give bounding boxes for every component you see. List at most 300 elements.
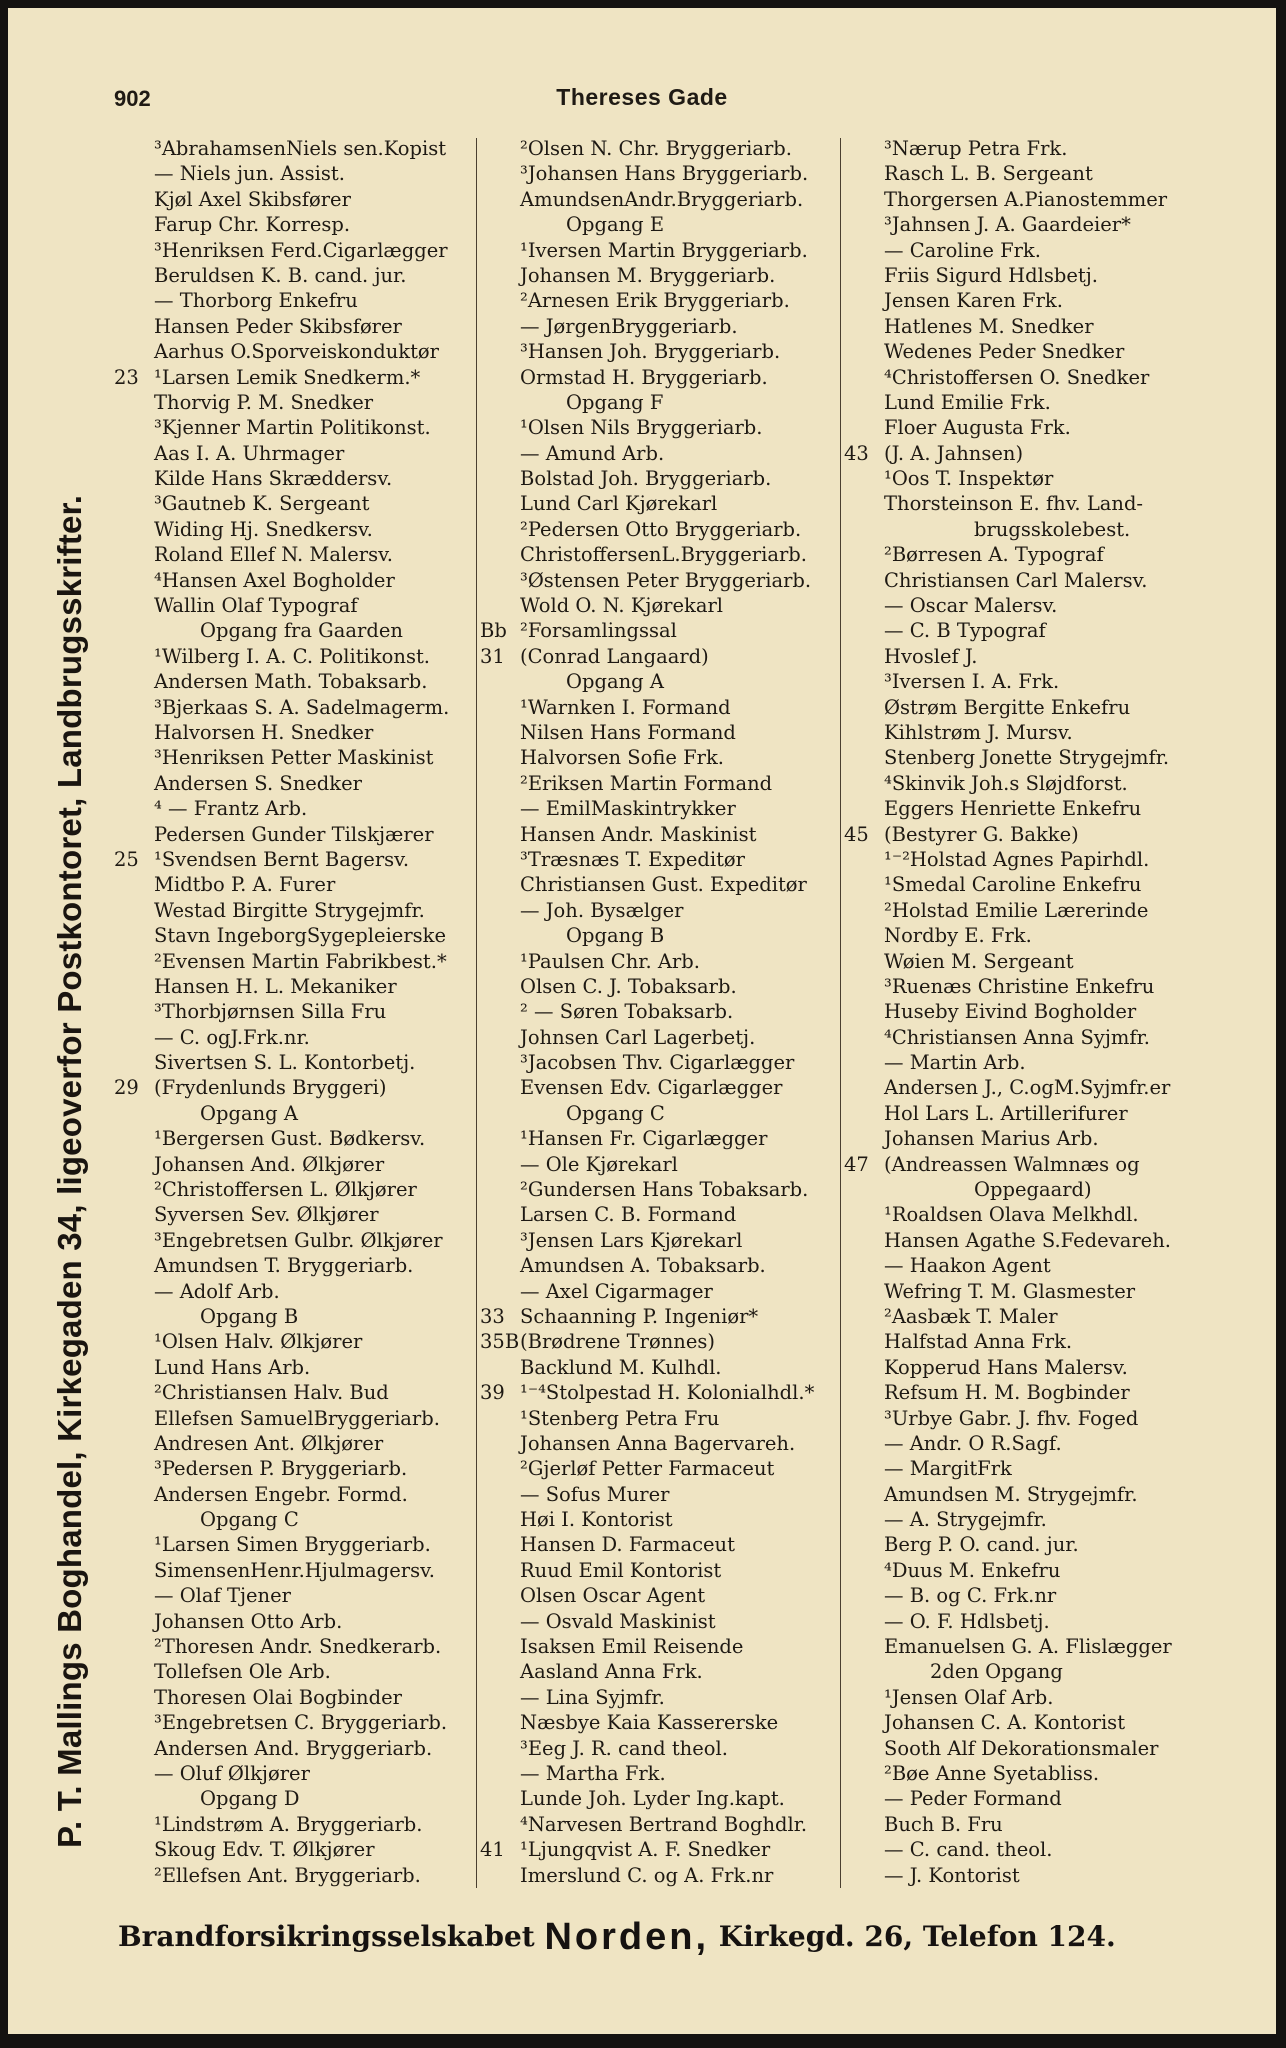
directory-entry (844, 1050, 1202, 1075)
directory-entry (844, 1380, 1202, 1405)
directory-entry (844, 771, 1202, 796)
entry-text: ³Hansen Joh. Bryggeriarb. (520, 340, 781, 364)
directory-entry (114, 491, 474, 516)
entry-text: Opgang B (566, 924, 665, 948)
entry-text: Wold O. N. Kjørekarl (520, 594, 724, 618)
entry-text: — J. Kontorist (884, 1863, 1020, 1887)
entry-text: ⁴Christiansen Anna Syjmfr. (884, 1025, 1150, 1049)
directory-entry (480, 872, 838, 897)
directory-entry (480, 1177, 838, 1202)
entry-text: (Frydenlunds Bryggeri) (154, 1076, 387, 1100)
directory-entry (480, 822, 838, 847)
entry-text: ¹Stenberg Petra Fru (520, 1406, 720, 1430)
house-number: 31 (480, 644, 505, 668)
directory-entry (844, 390, 1202, 415)
house-number: 47 (844, 1152, 869, 1176)
directory-entry (844, 1431, 1202, 1456)
entry-text: ¹Wilberg I. A. C. Politikonst. (154, 644, 430, 668)
directory-entry (114, 1456, 474, 1481)
directory-entry (114, 1532, 474, 1557)
directory-entry (844, 441, 1202, 466)
directory-entry (844, 1202, 1202, 1227)
entrance-heading (480, 669, 838, 694)
entry-text: (Andreassen Walmnæs og (884, 1152, 1140, 1176)
house-number: 23 (114, 365, 139, 389)
directory-entry (844, 1228, 1202, 1253)
entry-text: — C. cand. theol. (884, 1838, 1053, 1862)
directory-entry (480, 365, 838, 390)
directory-entry (114, 771, 474, 796)
entry-text: ³Kjenner Martin Politikonst. (154, 416, 431, 440)
directory-column-1 (114, 136, 474, 1892)
directory-entry (114, 644, 474, 669)
entry-text: Hansen Agathe S.Fedevareh. (884, 1228, 1171, 1252)
directory-entry (114, 1253, 474, 1278)
directory-entry (844, 288, 1202, 313)
entry-text: Østrøm Bergitte Enkefru (884, 695, 1131, 719)
directory-entry (844, 822, 1202, 847)
directory-entry (114, 1380, 474, 1405)
entry-text: Refsum H. M. Bogbinder (884, 1381, 1130, 1405)
entry-text: Thorgersen A.Pianostemmer (884, 187, 1168, 211)
entry-text: Johansen Marius Arb. (884, 1127, 1099, 1151)
directory-entry (844, 695, 1202, 720)
entry-text: Andersen Math. Tobaksarb. (154, 670, 428, 694)
entry-text: Pedersen Gunder Tilskjærer (154, 822, 434, 846)
directory-entry (480, 1786, 838, 1811)
directory-entry (480, 695, 838, 720)
entry-text: Sivertsen S. L. Kontorbetj. (154, 1051, 416, 1075)
entry-text: Olsen C. J. Tobaksarb. (520, 974, 737, 998)
directory-entry (844, 1177, 1202, 1202)
directory-entry (114, 365, 474, 390)
directory-entry (480, 1406, 838, 1431)
entry-text: ³Johansen Hans Bryggeriarb. (520, 162, 809, 186)
directory-entry (480, 161, 838, 186)
entry-text: ²Gundersen Hans Tobaksarb. (520, 1178, 809, 1202)
directory-page (8, 8, 1276, 2034)
entry-text: ⁴Hansen Axel Bogholder (154, 568, 395, 592)
entry-text: Bolstad Joh. Bryggeriarb. (520, 467, 772, 491)
entry-text: Nilsen Hans Formand (520, 720, 736, 744)
entry-text: ²Christoffersen L. Ølkjører (154, 1178, 417, 1202)
entry-text: Andersen S. Snedker (154, 771, 362, 795)
directory-entry (480, 847, 838, 872)
entry-text: Floer Augusta Frk. (884, 416, 1071, 440)
directory-entry (480, 1279, 838, 1304)
entry-text: Nordby E. Frk. (884, 924, 1032, 948)
entry-text: Opgang E (566, 213, 665, 237)
directory-entry (844, 1710, 1202, 1735)
entry-text: Wedenes Peder Snedker (884, 340, 1125, 364)
footer-address: Kirkegd. 26, Telefon 124. (718, 1920, 1116, 1953)
house-number: 33 (480, 1304, 505, 1328)
entry-text: — O. F. Hdlsbetj. (884, 1609, 1050, 1633)
entry-text: Stenberg Jonette Strygejmfr. (884, 746, 1170, 770)
directory-entry (114, 1075, 474, 1100)
directory-entry (480, 1025, 838, 1050)
entry-text: ³Engebretsen C. Bryggeriarb. (154, 1711, 448, 1735)
entry-text: ³Henriksen Ferd.Cigarlægger (154, 238, 448, 262)
entry-text: Olsen Oscar Agent (520, 1584, 706, 1608)
entrance-heading (844, 1659, 1202, 1684)
directory-entry (114, 1558, 474, 1583)
entry-text: Opgang C (200, 1508, 299, 1532)
directory-entry (844, 847, 1202, 872)
directory-entry (844, 1456, 1202, 1481)
directory-entry (844, 1583, 1202, 1608)
directory-entry (480, 1507, 838, 1532)
entry-text: Rasch L. B. Sergeant (884, 162, 1093, 186)
entry-text: ³Jensen Lars Kjørekarl (520, 1228, 743, 1252)
directory-entry (114, 796, 474, 821)
directory-entry (114, 1355, 474, 1380)
entry-text: Opgang D (200, 1787, 300, 1811)
entry-text: ²Pedersen Otto Bryggeriarb. (520, 517, 802, 541)
directory-entry (114, 1025, 474, 1050)
directory-column-3 (844, 136, 1202, 1892)
entry-text: Stavn IngeborgSygepleierske (154, 924, 447, 948)
entry-text: ³Jacobsen Thv. Cigarlægger (520, 1051, 795, 1075)
entry-text: ³Jahnsen J. A. Gaardeier* (884, 213, 1131, 237)
house-number: 39 (480, 1381, 505, 1405)
entry-text: Johnsen Carl Lagerbetj. (520, 1025, 756, 1049)
directory-entry (114, 136, 474, 161)
entry-text: Amundsen M. Strygejmfr. (884, 1482, 1138, 1506)
entry-text: Emanuelsen G. A. Flislægger (884, 1635, 1172, 1659)
entry-text: ¹Roaldsen Olava Melkhdl. (884, 1203, 1139, 1227)
entry-text: Isaksen Emil Reisende (520, 1635, 744, 1659)
entry-text: Johansen M. Bryggeriarb. (520, 263, 776, 287)
directory-entry (480, 339, 838, 364)
entry-text: — Lina Syjmfr. (520, 1685, 665, 1709)
entry-text: Hansen D. Farmaceut (520, 1533, 735, 1557)
house-number: 35B (480, 1330, 520, 1354)
entry-text: Kjøl Axel Skibsfører (154, 187, 351, 211)
directory-entry (844, 161, 1202, 186)
directory-entry (114, 187, 474, 212)
entry-text: ²Gjerløf Petter Farmaceut (520, 1457, 775, 1481)
entry-text: Thorvig P. M. Snedker (154, 390, 374, 414)
directory-entry (844, 1152, 1202, 1177)
directory-entry (480, 1253, 838, 1278)
directory-entry (114, 1634, 474, 1659)
entry-text: Halvorsen H. Snedker (154, 720, 374, 744)
directory-entry (114, 1609, 474, 1634)
entrance-heading (480, 923, 838, 948)
directory-entry (844, 1786, 1202, 1811)
footer-brand: Norden, (544, 1916, 710, 1958)
entry-text: Halfstad Anna Frk. (884, 1330, 1073, 1354)
directory-entry (480, 949, 838, 974)
entry-text: ⁴Duus M. Enkefru (884, 1558, 1061, 1582)
entry-text: Hol Lars L. Artillerifurer (884, 1101, 1128, 1125)
entry-text: Christiansen Carl Malersv. (884, 568, 1148, 592)
directory-entry (114, 1583, 474, 1608)
directory-entry (114, 593, 474, 618)
entry-text: ¹Warnken I. Formand (520, 695, 731, 719)
entry-text: — Olaf Tjener (154, 1584, 291, 1608)
directory-entry (480, 415, 838, 440)
entry-text: Farup Chr. Korresp. (154, 213, 351, 237)
directory-entry (480, 720, 838, 745)
entry-text: ³Urbye Gabr. J. fhv. Foged (884, 1406, 1139, 1430)
directory-entry (480, 644, 838, 669)
entry-text: Imerslund C. og A. Frk.nr (520, 1863, 774, 1887)
entry-text: Andersen J., C.ogM.Syjmfr.er (884, 1076, 1171, 1100)
entry-text: Kopperud Hans Malersv. (884, 1355, 1128, 1379)
directory-entry (844, 1329, 1202, 1354)
entrance-heading (114, 618, 474, 643)
directory-entry (480, 1075, 838, 1100)
directory-entry (114, 161, 474, 186)
directory-entry (114, 923, 474, 948)
entry-text: Thoresen Olai Bogbinder (154, 1685, 402, 1709)
entry-text: (Brødrene Trønnes) (520, 1330, 715, 1354)
directory-entry (114, 441, 474, 466)
entry-text: Midtbo P. A. Furer (154, 873, 336, 897)
directory-entry (480, 1380, 838, 1405)
entry-text: ³Pedersen P. Bryggeriarb. (154, 1457, 408, 1481)
directory-entry (480, 1685, 838, 1710)
directory-entry (480, 1304, 838, 1329)
entry-text: Opgang A (200, 1101, 298, 1125)
directory-entry (480, 314, 838, 339)
directory-entry (114, 1202, 474, 1227)
entry-text: Widing Hj. Snedkersv. (154, 517, 373, 541)
directory-entry (480, 1152, 838, 1177)
entrance-heading (480, 1101, 838, 1126)
entry-text: AmundsenAndr.Bryggeriarb. (520, 187, 804, 211)
directory-entry (114, 1406, 474, 1431)
directory-entry (114, 847, 474, 872)
directory-entry (480, 1736, 838, 1761)
directory-entry (480, 974, 838, 999)
directory-entry (844, 796, 1202, 821)
entry-text: ¹Hansen Fr. Cigarlægger (520, 1127, 768, 1151)
directory-entry (480, 1634, 838, 1659)
entry-text: Ormstad H. Bryggeriarb. (520, 365, 768, 389)
entry-text: ¹Olsen Nils Bryggeriarb. (520, 416, 763, 440)
directory-entry (480, 999, 838, 1024)
entry-text: ¹Jensen Olaf Arb. (884, 1685, 1054, 1709)
directory-entry (844, 1634, 1202, 1659)
directory-entry (114, 314, 474, 339)
directory-entry (844, 1025, 1202, 1050)
directory-entry (114, 898, 474, 923)
entry-text: ¹Olsen Halv. Ølkjører (154, 1330, 363, 1354)
entry-text: ² — Søren Tobaksarb. (520, 1000, 734, 1024)
directory-entry (844, 1101, 1202, 1126)
entry-text: Tollefsen Ole Arb. (154, 1660, 331, 1684)
entry-text: Aas I. A. Uhrmager (154, 441, 345, 465)
entry-text: Opgang F (566, 390, 664, 414)
directory-entry (114, 1837, 474, 1862)
entry-text: ²Aasbæk T. Maler (884, 1304, 1058, 1328)
directory-entry (844, 1507, 1202, 1532)
directory-entry (480, 238, 838, 263)
directory-entry (114, 1659, 474, 1684)
directory-entry (114, 1736, 474, 1761)
directory-entry (480, 1710, 838, 1735)
street-title: Thereses Gade (556, 84, 728, 110)
entry-text: — EmilMaskintrykker (520, 797, 736, 821)
directory-entry (480, 263, 838, 288)
entry-text: Johansen Otto Arb. (154, 1609, 343, 1633)
directory-entry (114, 745, 474, 770)
entry-text: (Bestyrer G. Bakke) (884, 822, 1079, 846)
directory-entry (844, 1355, 1202, 1380)
directory-entry (844, 720, 1202, 745)
directory-entry (844, 1837, 1202, 1862)
directory-entry (114, 949, 474, 974)
directory-entry (844, 669, 1202, 694)
directory-entry (114, 695, 474, 720)
entry-text: — MargitFrk (884, 1457, 1012, 1481)
entry-text: Hansen H. L. Mekaniker (154, 974, 397, 998)
directory-entry (114, 568, 474, 593)
entry-text: — C. B Typograf (884, 619, 1046, 643)
entry-text: ³Engebretsen Gulbr. Ølkjører (154, 1228, 443, 1252)
entry-text: Lund Carl Kjørekarl (520, 492, 718, 516)
entry-text: Andersen And. Bryggeriarb. (154, 1736, 433, 1760)
entry-text: Lund Emilie Frk. (884, 390, 1051, 414)
directory-entry (844, 365, 1202, 390)
directory-entry (114, 999, 474, 1024)
entry-text: Skoug Edv. T. Ølkjører (154, 1838, 375, 1862)
entry-text: Oppegaard) (974, 1178, 1092, 1202)
house-number: 25 (114, 847, 139, 871)
entry-text: Buch B. Fru (884, 1812, 1003, 1836)
directory-entry (114, 1126, 474, 1151)
directory-entry (114, 1812, 474, 1837)
directory-entry (480, 1329, 838, 1354)
entry-text: Opgang C (566, 1101, 665, 1125)
directory-entry (844, 1253, 1202, 1278)
directory-entry (114, 1761, 474, 1786)
entry-text: — JørgenBryggeriarb. (520, 314, 738, 338)
directory-entry (480, 1431, 838, 1456)
entry-text: Beruldsen K. B. cand. jur. (154, 263, 407, 287)
directory-entry (114, 1482, 474, 1507)
entry-text: Johansen C. A. Kontorist (884, 1711, 1126, 1735)
directory-entry (844, 1406, 1202, 1431)
directory-entry (480, 288, 838, 313)
entry-text: Andersen Engebr. Formd. (154, 1482, 408, 1506)
entry-text: ¹Lindstrøm A. Bryggeriarb. (154, 1812, 423, 1836)
entry-text: Aasland Anna Frk. (520, 1660, 703, 1684)
directory-entry (844, 923, 1202, 948)
directory-entry (480, 1558, 838, 1583)
entry-text: Wefring T. M. Glasmester (884, 1279, 1136, 1303)
directory-entry (114, 415, 474, 440)
directory-entry (480, 1812, 838, 1837)
directory-entry (480, 1228, 838, 1253)
entry-text: (Conrad Langaard) (520, 644, 709, 668)
directory-entry (844, 974, 1202, 999)
entry-text: Ruud Emil Kontorist (520, 1558, 722, 1582)
directory-entry (844, 1482, 1202, 1507)
entry-text: Backlund M. Kulhdl. (520, 1355, 722, 1379)
entry-text: Sooth Alf Dekorationsmaler (884, 1736, 1159, 1760)
directory-entry (480, 745, 838, 770)
entrance-heading (114, 1304, 474, 1329)
directory-entry (844, 1279, 1202, 1304)
directory-entry (844, 263, 1202, 288)
house-number: 41 (480, 1838, 505, 1862)
entry-text: Westad Birgitte Strygejmfr. (154, 898, 425, 922)
directory-entry (844, 415, 1202, 440)
entry-text: ¹Larsen Lemik Snedkerm.* (154, 365, 421, 389)
entry-text: Hansen Peder Skibsfører (154, 314, 402, 338)
entry-text: ²Forsamlingssal (520, 619, 677, 643)
directory-entry (114, 1279, 474, 1304)
entry-text: Johansen And. Ølkjører (154, 1152, 385, 1176)
directory-entry (480, 542, 838, 567)
directory-entry (114, 542, 474, 567)
directory-entry (480, 1532, 838, 1557)
directory-entry (114, 1329, 474, 1354)
entry-text: Eggers Henriette Enkefru (884, 797, 1142, 821)
entry-text: Halvorsen Sofie Frk. (520, 746, 724, 770)
entry-text: Syversen Sev. Ølkjører (154, 1203, 379, 1227)
directory-entry (114, 1050, 474, 1075)
directory-entry (114, 1710, 474, 1735)
directory-entry (480, 1583, 838, 1608)
entry-text: ChristoffersenL.Bryggeriarb. (520, 543, 807, 567)
directory-entry (114, 263, 474, 288)
directory-entry (114, 1228, 474, 1253)
entry-text: Larsen C. B. Formand (520, 1203, 737, 1227)
house-number: 29 (114, 1076, 139, 1100)
entry-text: ¹Paulsen Chr. Arb. (520, 949, 700, 973)
directory-entry (844, 568, 1202, 593)
entry-text: ³Iversen I. A. Frk. (884, 670, 1060, 694)
directory-entry (114, 1177, 474, 1202)
entry-text: ²Arnesen Erik Bryggeriarb. (520, 289, 790, 313)
entry-text: — Thorborg Enkefru (154, 289, 358, 313)
directory-entry (114, 390, 474, 415)
entry-text: — Joh. Bysælger (520, 898, 684, 922)
directory-entry (480, 796, 838, 821)
entry-text: Jensen Karen Frk. (884, 289, 1063, 313)
directory-entry (114, 339, 474, 364)
directory-entry (480, 491, 838, 516)
directory-entry (480, 898, 838, 923)
entry-text: ¹Iversen Martin Bryggeriarb. (520, 238, 808, 262)
directory-entry (844, 1558, 1202, 1583)
entry-text: Friis Sigurd Hdlsbetj. (884, 263, 1099, 287)
directory-entry (114, 1431, 474, 1456)
entry-text: ¹Oos T. Inspektør (884, 467, 1054, 491)
entry-text: ³Eeg J. R. cand theol. (520, 1736, 728, 1760)
entry-text: ³Østensen Peter Bryggeriarb. (520, 568, 812, 592)
directory-entry (114, 1863, 474, 1888)
directory-entry (844, 339, 1202, 364)
directory-entry (844, 238, 1202, 263)
entry-text: ³Ruenæs Christine Enkefru (884, 974, 1155, 998)
directory-entry (480, 136, 838, 161)
entry-text: Opgang B (200, 1304, 299, 1328)
entry-text: ⁴Narvesen Bertrand Boghdlr. (520, 1812, 808, 1836)
entry-text: — Caroline Frk. (884, 238, 1041, 262)
directory-entry (844, 1812, 1202, 1837)
entry-text: — Osvald Maskinist (520, 1609, 716, 1633)
entry-text: Aarhus O.Sporveiskonduktør (154, 340, 439, 364)
directory-entry (844, 212, 1202, 237)
directory-entry (844, 898, 1202, 923)
entry-text: — Ole Kjørekarl (520, 1152, 678, 1176)
